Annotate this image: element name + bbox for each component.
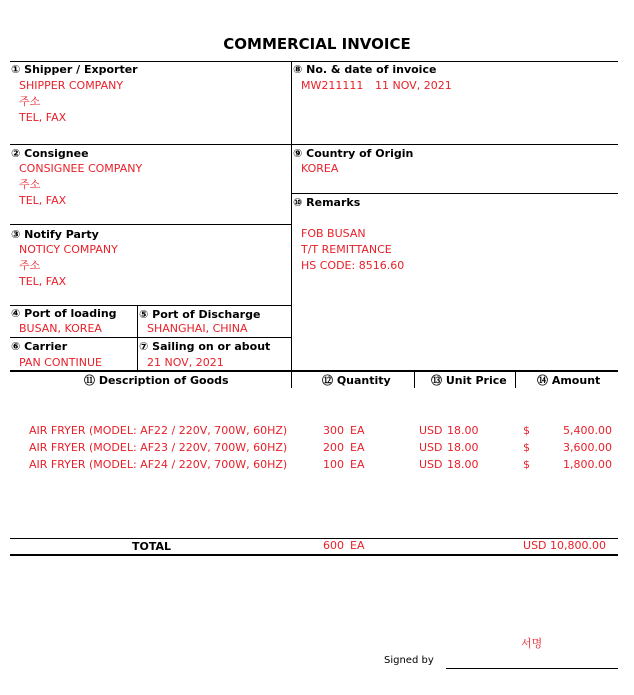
col-quantity-header: ⑫ Quantity	[322, 374, 391, 387]
notify-party-name: NOTICY COMPANY	[19, 243, 118, 256]
ports-bottom-rule	[10, 337, 291, 338]
item-price: 18.00	[447, 424, 479, 437]
port-of-discharge-label: ⑤ Port of Discharge	[139, 308, 261, 321]
shipper-contact: TEL, FAX	[19, 111, 67, 124]
remarks-label: ⑩ Remarks	[293, 196, 361, 209]
consignee-contact: TEL, FAX	[19, 194, 67, 207]
signed-by-label: Signed by	[384, 655, 434, 666]
port-of-loading-label: ④ Port of loading	[11, 307, 117, 320]
item-amount: 1,800.00	[563, 458, 612, 471]
col-amount-header: ⑭ Amount	[537, 374, 601, 387]
total-unit: EA	[350, 539, 365, 552]
signature-mark: 서명	[521, 637, 543, 650]
item-price: 18.00	[447, 458, 479, 471]
item-currency: USD	[419, 458, 443, 471]
shipper-bottom-rule	[10, 144, 291, 145]
origin-bottom-rule	[291, 193, 618, 194]
item-currency: USD	[419, 424, 443, 437]
item-amount-symbol: $	[523, 424, 530, 437]
notify-party-contact: TEL, FAX	[19, 275, 67, 288]
item-unit: EA	[350, 424, 365, 437]
price-amount-divider	[515, 370, 516, 388]
carrier-value: PAN CONTINUE	[19, 356, 102, 369]
invoice-number: MW211111	[301, 79, 364, 92]
invoice-title: COMMERCIAL INVOICE	[223, 35, 411, 53]
notify-party-label: ③ Notify Party	[11, 228, 99, 241]
col-description-header: ⑪ Description of Goods	[84, 374, 229, 387]
consignee-bottom-rule	[10, 224, 291, 225]
carrier-label: ⑥ Carrier	[11, 340, 68, 353]
ports-divider	[137, 305, 138, 370]
invoice-no-date-label: ⑧ No. & date of invoice	[293, 63, 437, 76]
shipper-name: SHIPPER COMPANY	[19, 79, 124, 92]
item-amount: 5,400.00	[563, 424, 612, 437]
shipper-address: 주소	[19, 95, 41, 108]
item-unit: EA	[350, 458, 365, 471]
center-divider	[291, 61, 292, 388]
total-qty: 600	[323, 539, 344, 552]
consignee-label: ② Consignee	[11, 147, 89, 160]
consignee-address: 주소	[19, 178, 41, 191]
item-description: AIR FRYER (MODEL: AF22 / 220V, 700W, 60HZ)	[29, 424, 288, 437]
col-unit-price-header: ⑬ Unit Price	[431, 374, 507, 387]
invoice-date: 11 NOV, 2021	[375, 79, 452, 92]
qty-price-divider	[414, 370, 415, 388]
item-description: AIR FRYER (MODEL: AF24 / 220V, 700W, 60HZ)	[29, 458, 288, 471]
item-qty: 300	[323, 424, 344, 437]
total-bottom-rule	[10, 554, 618, 556]
country-of-origin-value: KOREA	[301, 162, 339, 175]
item-price: 18.00	[447, 441, 479, 454]
port-of-loading-value: BUSAN, KOREA	[19, 322, 102, 335]
invoice-bottom-rule	[291, 144, 618, 145]
total-label: TOTAL	[132, 540, 172, 553]
remarks-line: HS CODE: 8516.60	[301, 259, 405, 272]
item-amount-symbol: $	[523, 441, 530, 454]
consignee-name: CONSIGNEE COMPANY	[19, 162, 143, 175]
sailing-label: ⑦ Sailing on or about	[139, 340, 271, 353]
sailing-value: 21 NOV, 2021	[147, 356, 224, 369]
item-currency: USD	[419, 441, 443, 454]
item-amount: 3,600.00	[563, 441, 612, 454]
item-qty: 200	[323, 441, 344, 454]
country-of-origin-label: ⑨ Country of Origin	[293, 147, 414, 160]
remarks-line: T/T REMITTANCE	[301, 243, 392, 256]
item-amount-symbol: $	[523, 458, 530, 471]
item-description: AIR FRYER (MODEL: AF23 / 220V, 700W, 60HZ)	[29, 441, 288, 454]
shipper-label: ① Shipper / Exporter	[11, 63, 138, 76]
signature-line	[446, 668, 618, 669]
remarks-line: FOB BUSAN	[301, 227, 366, 240]
item-qty: 100	[323, 458, 344, 471]
total-amount: USD 10,800.00	[523, 539, 606, 552]
notify-party-address: 주소	[19, 259, 41, 272]
item-unit: EA	[350, 441, 365, 454]
port-of-discharge-value: SHANGHAI, CHINA	[147, 322, 248, 335]
